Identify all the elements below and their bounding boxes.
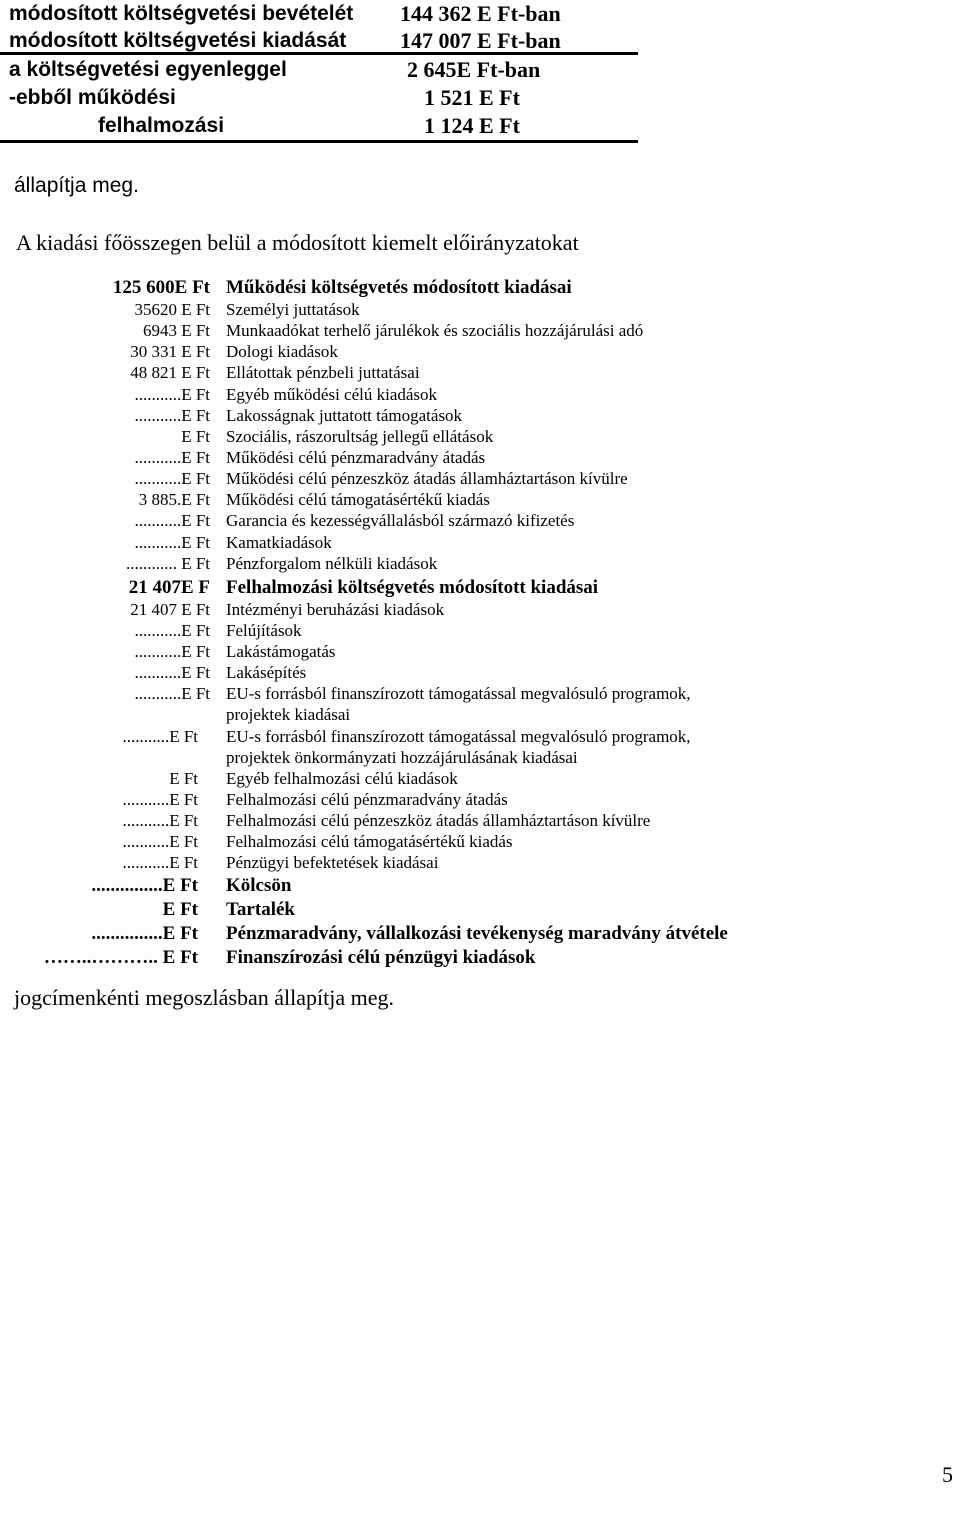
item-amount: ...........E Ft: [134, 621, 210, 640]
item-amount: ...........E Ft: [134, 663, 210, 682]
summary-value: 147 007 E Ft-ban: [400, 28, 561, 53]
item-amount: E Ft: [162, 899, 198, 920]
item-amount: E Ft: [169, 769, 198, 788]
item-description: projektek kiadásai: [226, 705, 351, 724]
item-description: Pénzmaradvány, vállalkozási tevékenység maradvány átvétele: [226, 923, 728, 944]
item-amount: 3 885.E Ft: [138, 490, 210, 509]
item-amount: ...........E Ft: [134, 448, 210, 467]
item-description: Dologi kiadások: [226, 342, 338, 361]
item-description: Pénzforgalom nélküli kiadások: [226, 554, 438, 573]
item-description: Személyi juttatások: [226, 300, 360, 319]
item-description: Működési költségvetés módosított kiadásai: [226, 277, 572, 298]
summary-value: 2 645E Ft-ban: [407, 57, 541, 82]
summary-value: 1 521 E Ft: [424, 85, 520, 110]
item-amount: 6943 E Ft: [142, 321, 210, 340]
item-amount: 21 407 E Ft: [130, 600, 210, 619]
item-amount: ...........E Ft: [122, 811, 198, 830]
item-amount: ...........E Ft: [134, 684, 210, 703]
item-description: Szociális, rászorultság jellegű ellátások: [226, 427, 494, 446]
item-amount: ...........E Ft: [134, 385, 210, 404]
item-amount: ...........E Ft: [122, 853, 198, 872]
intro-text: A kiadási főösszegen belül a módosított kiemelt előirányzatokat: [16, 230, 579, 255]
item-description: Ellátottak pénzbeli juttatásai: [226, 363, 420, 382]
item-amount: ...............E Ft: [91, 875, 198, 896]
item-amount: 125 600E Ft: [112, 277, 210, 298]
summary-label: a költségvetési egyenleggel: [9, 58, 287, 81]
item-description: Lakosságnak juttatott támogatások: [226, 406, 463, 425]
item-description: Kölcsön: [226, 875, 292, 896]
item-description: projektek önkormányzati hozzájárulásának kiadásai: [226, 748, 578, 767]
item-description: Működési célú pénzmaradvány átadás: [226, 448, 486, 467]
item-description: EU-s forrásból finanszírozott támogatással megvalósuló programok,: [226, 727, 691, 746]
item-amount: 30 331 E Ft: [130, 342, 210, 361]
item-description: Lakástámogatás: [226, 642, 336, 661]
item-amount: 21 407E F: [128, 577, 210, 598]
item-amount: ……..……….. E Ft: [43, 947, 198, 968]
item-description: Finanszírozási célú pénzügyi kiadások: [226, 947, 536, 968]
summary-label: módosított költségvetési bevételét: [9, 2, 354, 25]
page-number: 5: [942, 1462, 953, 1487]
item-amount: ...........E Ft: [122, 790, 198, 809]
item-amount: ...........E Ft: [134, 469, 210, 488]
closing-line: állapítja meg.: [14, 174, 139, 197]
item-description: Felújítások: [226, 621, 302, 640]
item-description: Működési célú pénzeszköz átadás államháztartáson kívülre: [226, 469, 628, 488]
summary-row: [0, 84, 640, 112]
item-description: Egyéb felhalmozási célú kiadások: [226, 769, 458, 788]
item-amount: 35620 E Ft: [134, 300, 210, 319]
item-description: Lakásépítés: [226, 663, 307, 682]
summary-label: -ebből működési: [9, 86, 176, 109]
summary-value: 1 124 E Ft: [424, 113, 520, 138]
item-amount: ...........E Ft: [134, 533, 210, 552]
item-description: EU-s forrásból finanszírozott támogatással megvalósuló programok,: [226, 684, 691, 703]
item-description: Pénzügyi befektetések kiadásai: [226, 853, 439, 872]
footer-line: jogcímenkénti megoszlásban állapítja meg.: [14, 985, 394, 1010]
summary-label: módosított költségvetési kiadását: [9, 29, 347, 52]
item-amount: ...........E Ft: [122, 832, 198, 851]
summary-row: [0, 56, 640, 84]
item-description: Egyéb működési célú kiadások: [226, 385, 438, 404]
item-description: Munkaadókat terhelő járulékok és szociális hozzájárulási adó: [226, 321, 644, 340]
item-description: Felhalmozási célú támogatásértékű kiadás: [226, 832, 513, 851]
item-description: Kamatkiadások: [226, 533, 332, 552]
summary-row: [0, 0, 640, 28]
summary-label: felhalmozási: [98, 114, 225, 137]
item-amount: ...........E Ft: [134, 511, 210, 530]
item-amount: ...........E Ft: [134, 642, 210, 661]
divider-line: [0, 52, 638, 55]
item-description: Működési célú támogatásértékű kiadás: [226, 490, 490, 509]
item-amount: ...........E Ft: [122, 727, 198, 746]
summary-row: [0, 27, 640, 55]
summary-row: [0, 112, 640, 140]
item-description: Felhalmozási költségvetés módosított kiadásai: [226, 577, 599, 598]
item-amount: ...........E Ft: [134, 406, 210, 425]
summary-value: 144 362 E Ft-ban: [400, 1, 561, 26]
item-description: Felhalmozási célú pénzeszköz átadás államháztartáson kívülre: [226, 811, 651, 830]
item-description: Felhalmozási célú pénzmaradvány átadás: [226, 790, 508, 809]
item-amount: 48 821 E Ft: [130, 363, 210, 382]
item-description: Intézményi beruházási kiadások: [226, 600, 445, 619]
divider-line: [0, 140, 638, 143]
item-description: Garancia és kezességvállalásból származó kifizetés: [226, 511, 575, 530]
item-amount: E Ft: [181, 427, 210, 446]
item-amount: ............ E Ft: [125, 554, 210, 573]
item-amount: ...............E Ft: [91, 923, 198, 944]
item-description: Tartalék: [226, 899, 295, 920]
